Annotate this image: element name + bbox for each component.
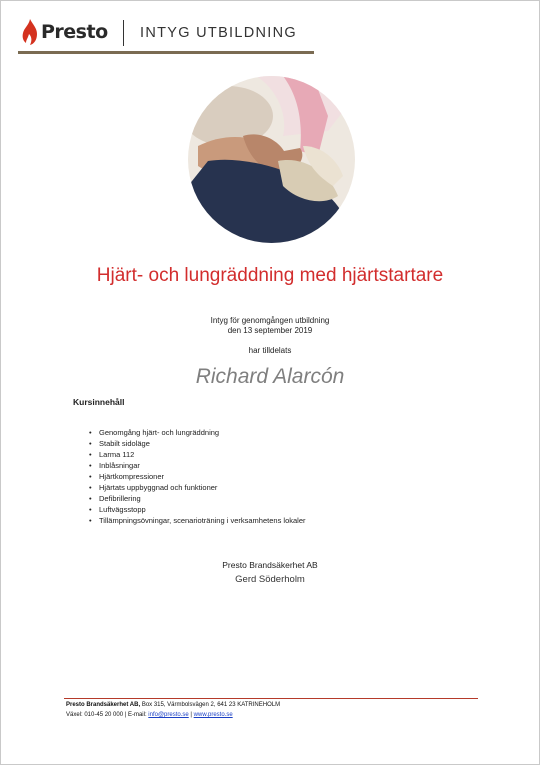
document-type-title: INTYG UTBILDNING <box>140 25 297 41</box>
certificate-date: den 13 september 2019 <box>227 326 313 335</box>
issuer-organization: Presto Brandsäkerhet AB <box>222 560 318 570</box>
header-separator <box>123 20 124 46</box>
signer-name: Gerd Söderholm <box>235 574 305 585</box>
list-item: • Larma 112 <box>89 449 306 460</box>
website-link[interactable]: www.presto.se <box>193 712 233 718</box>
list-item: • Genomgång hjärt- och lungräddning <box>89 427 306 438</box>
course-content-list <box>89 427 306 526</box>
email-link[interactable]: info@presto.se <box>148 712 189 718</box>
presto-logo <box>22 18 108 46</box>
course-title: Hjärt- och lungräddning med hjärtstartare <box>96 265 444 286</box>
cpr-training-photo <box>188 76 355 243</box>
list-item: • Tillämpningsövningar, scenarioträning i verksamhetens lokaler <box>89 515 306 526</box>
footer-address-line <box>66 702 280 708</box>
list-item: • Inblåsningar <box>89 460 306 471</box>
flame-icon <box>22 19 38 45</box>
footer-address: Box 315, Värmbolsvägen 2, 641 23 KATRINEHOLM <box>141 702 281 708</box>
list-item: • Stabilt sidoläge <box>89 438 306 449</box>
list-item: • Luftvägsstopp <box>89 504 306 515</box>
footer-email-label: E-mail: <box>127 712 147 718</box>
footer-phone: Växel: 010-45 20 000 <box>66 712 124 718</box>
course-content-heading: Kursinnehåll <box>73 397 125 407</box>
footer-rule <box>64 698 478 699</box>
awarded-text: har tilldelats <box>248 346 292 355</box>
footer-contact-line: Växel: 010-45 20 000 | E-mail: info@presto.se | www.presto.se <box>66 712 233 718</box>
logo-text: Presto <box>41 21 108 43</box>
recipient-name: Richard Alarcón <box>195 365 345 388</box>
header-rule <box>18 51 314 54</box>
footer-company: Presto Brandsäkerhet AB, <box>66 702 141 708</box>
certificate-line: Intyg för genomgången utbildning <box>210 316 330 325</box>
list-item: • Hjärtats uppbyggnad och funktioner <box>89 482 306 493</box>
list-item: • Hjärtkompressioner <box>89 471 306 482</box>
list-item: • Defibrillering <box>89 493 306 504</box>
